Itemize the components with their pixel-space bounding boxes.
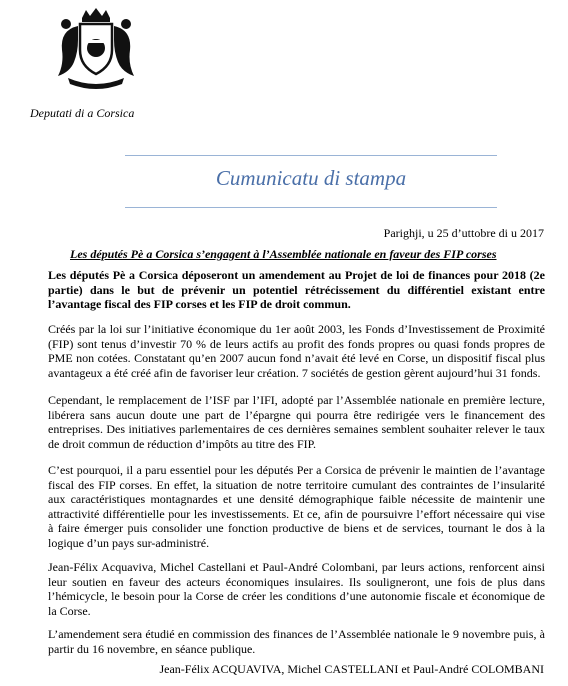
paragraph: L’amendement sera étudié en commission des finances de l’Assemblée nationale le 9 novembre puis, à partir du 16 novembre, en séance publique. [48, 627, 545, 656]
corsican-coat-of-arms-icon [52, 6, 140, 90]
press-release-title: Cumunicatu di stampa [215, 166, 407, 190]
title-rule-bottom [125, 207, 497, 208]
signature: Jean-Félix ACQUAVIVA, Michel CASTELLANI et Paul-André COLOMBANI [159, 662, 544, 676]
paragraph: Cependant, le remplacement de l’ISF par l’IFI, adopté par l’Assemblée nationale en première lecture, libérera sans aucun doute une part de l’épargne qui pourra être redirigée vers le financement des entreprises. Des initiatives parlementaires de ces dernières semaines semblent souhaiter relever le taux de droit commun de réduction d’impôts au titre des FIP. [48, 393, 545, 451]
organization-name: Deputati di a Corsica [30, 106, 135, 120]
lead-paragraph: Les députés Pè a Corsica déposeront un amendement au Projet de loi de finances pour 2018 (2e partie) dans le but de prévenir un potentiel rétrécissement du différentiel existant entre l’avantage fiscal des FIP corses et les FIP de droit commun. [48, 268, 545, 311]
paragraph: Créés par la loi sur l’initiative économique du 1er août 2003, les Fonds d’Investissement de Proximité (FIP) sont tenus d’investir 70 % de leurs actifs au profit des fonds propres ou quasi fonds propres de PME non cotées. Constatant qu’en 2007 aucun fond n’avait été levé en Corse, un dispositif fiscal plus avantageux a été créé afin de favoriser leur création. 7 sociétés de gestion gèrent aujourd’hui 31 fonds. [48, 322, 545, 380]
title-rule-top [125, 155, 497, 156]
release-date: Parighji, u 25 d’uttobre di u 2017 [383, 226, 544, 240]
headline: Les députés Pè a Corsica s’engagent à l’Assemblée nationale en faveur des FIP corses [70, 247, 497, 261]
paragraph: Jean-Félix Acquaviva, Michel Castellani et Paul-André Colombani, par leurs actions, renforcent ainsi leur soutien en faveur des acteurs économiques insulaires. Ils souligneront, une fois de plus dans l’hémicycle, le besoin pour la Corse de créer les conditions d’une autonomie fiscale et économique de la Corse. [48, 560, 545, 618]
paragraph: C’est pourquoi, il a paru essentiel pour les députés Per a Corsica de prévenir le maintien de l’avantage fiscal des FIP corses. En effet, la situation de notre territoire cumulant des contraintes de l’insularité aux caractéristiques montagnardes et une densité démographique faible nécessite de maintenir une attractivité différentielle pour les investissements. Et ce, afin de poursuivre l’effort nécessaire qui vise à faire émerger puis consolider une fonction productive de biens et de services, tournant le dos à la logique d’un pays sur-administré. [48, 463, 545, 550]
